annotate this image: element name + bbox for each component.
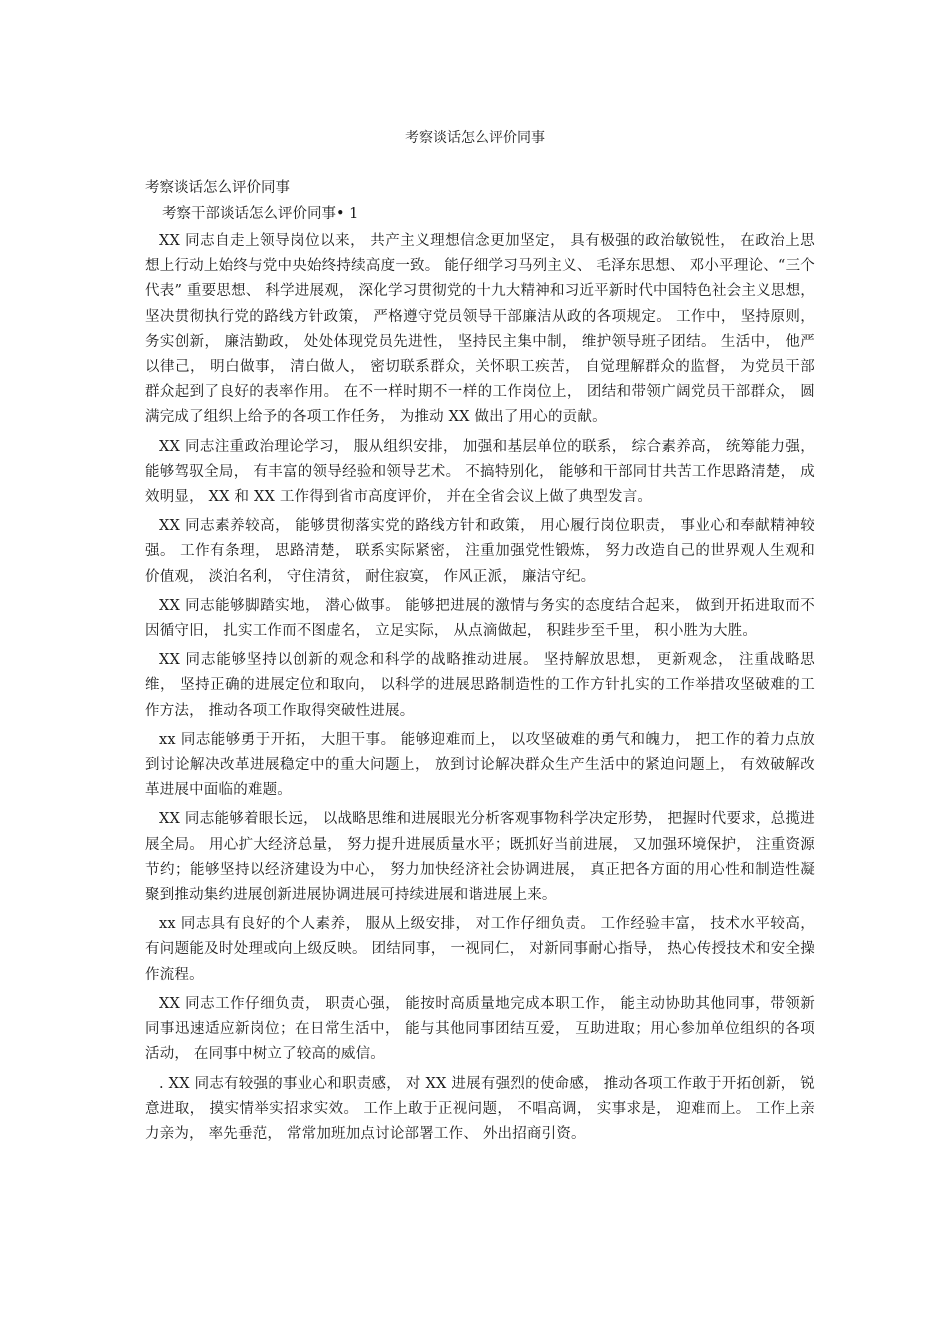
- body-paragraph: xx 同志具有良好的个人素养， 服从上级安排， 对工作仔细负责。 工作经验丰富， 技术水平较高， 有问题能及时处理或向上级反映。 团结同事， 一视同仁， 对新同事耐心指导， 热心传授技术和安全操作流程。: [145, 916, 815, 983]
- document-body: [145, 229, 815, 1151]
- body-paragraph: XX 同志自走上领导岗位以来， 共产主义理想信念更加坚定， 具有极强的政治敏锐性， 在政治上思想上行动上始终与党中央始终持续高度一致。 能仔细学习马列主义、 毛泽东思想、 邓小平理论、“三个代表” 重要思想、 科学进展观， 深化学习贯彻党的十九大精神和习近平新时代中国特色社会主义思想， 坚决贯彻执行党的路线方针政策， 严格遵守党员领导干部廉洁从政的各项规定。 工作中， 坚持原则， 务实创新， 廉洁勤政， 处处体现党员先进性， 坚持民主集中制， 维护领导班子团结。 生活中， 他严以律己， 明白做事， 清白做人， 密切联系群众，关怀职工疾苦， 自觉理解群众的监督， 为党员干部群众起到了良好的表率作用。 在不一样时期不一样的工作岗位上， 团结和带领广阔党员干部群众， 圆满完成了组织上给予的各项工作任务， 为推动 XX 做出了用心的贡献。: [145, 233, 815, 426]
- document-subtitle: 考察谈话怎么评价同事: [145, 180, 290, 196]
- body-paragraph: XX 同志注重政治理论学习， 服从组织安排， 加强和基层单位的联系， 综合素养高， 统筹能力强， 能够驾驭全局， 有丰富的领导经验和领导艺术。 不搞特别化， 能够和干部同甘共苦工作思路清楚， 成效明显， XX 和 XX 工作得到省市高度评价， 并在全省会议上做了典型发言。: [145, 438, 815, 506]
- body-paragraph: . XX 同志有较强的事业心和职责感， 对 XX 进展有强烈的使命感， 推动各项工作敢于开拓创新， 锐意进取， 摸实情举实招求实效。 工作上敢于正视问题， 不唱高调， 实事求是， 迎难而上。 工作上亲力亲为， 率先垂范， 常常加班加点讨论部署工作、 外出招商引资。: [145, 1075, 815, 1142]
- body-paragraph: xx 同志能够勇于开拓， 大胆干事。 能够迎难而上， 以攻坚破难的勇气和魄力， 把工作的着力点放到讨论解决改革进展稳定中的重大问题上， 放到讨论解决群众生产生活中的紧迫问题上， 有效破解改革进展中面临的难题。: [145, 731, 815, 799]
- body-paragraph: XX 同志能够脚踏实地， 潜心做事。 能够把进展的激情与务实的态度结合起来， 做到开拓进取而不因循守旧， 扎实工作而不图虚名， 立足实际， 从点滴做起， 积跬步至千里， 积小胜为大胜。: [145, 597, 815, 640]
- body-paragraph: XX 同志能够着眼长远， 以战略思维和进展眼光分析客观事物科学决定形势， 把握时代要求，总揽进展全局。 用心扩大经济总量， 努力提升进展质量水平；既抓好当前进展， 又加强环境保护， 注重资源节约；能够坚持以经济建设为中心， 努力加快经济社会协调进展， 真正把各方面的用心性和制造性凝聚到推动集约进展创新进展协调进展可持续进展和谐进展上来。: [145, 811, 815, 904]
- body-paragraph: XX 同志工作仔细负责， 职责心强， 能按时高质量地完成本职工作， 能主动协助其他同事，带领新同事迅速适应新岗位；在日常生活中， 能与其他同事团结互爱， 互助进取；用心参加单位组织的各项活动， 在同事中树立了较高的威信。: [145, 995, 815, 1063]
- section-heading: 考察干部谈话怎么评价同事• 1: [162, 206, 359, 222]
- body-paragraph: XX 同志能够坚持以创新的观念和科学的战略推动进展。 坚持解放思想， 更新观念， 注重战略思维， 坚持正确的进展定位和取向， 以科学的进展思路制造性的工作方针扎实的工作举措攻坚破难的工作方法， 推动各项工作取得突破性进展。: [145, 652, 815, 719]
- body-paragraph: XX 同志素养较高， 能够贯彻落实党的路线方针和政策， 用心履行岗位职责， 事业心和奉献精神较强。 工作有条理， 思路清楚， 联系实际紧密， 注重加强党性锻炼， 努力改造自己的世界观人生观和价值观， 淡泊名利， 守住清贫， 耐住寂寞， 作风正派， 廉洁守纪。: [145, 518, 815, 585]
- document-title: 考察谈话怎么评价同事: [405, 130, 545, 146]
